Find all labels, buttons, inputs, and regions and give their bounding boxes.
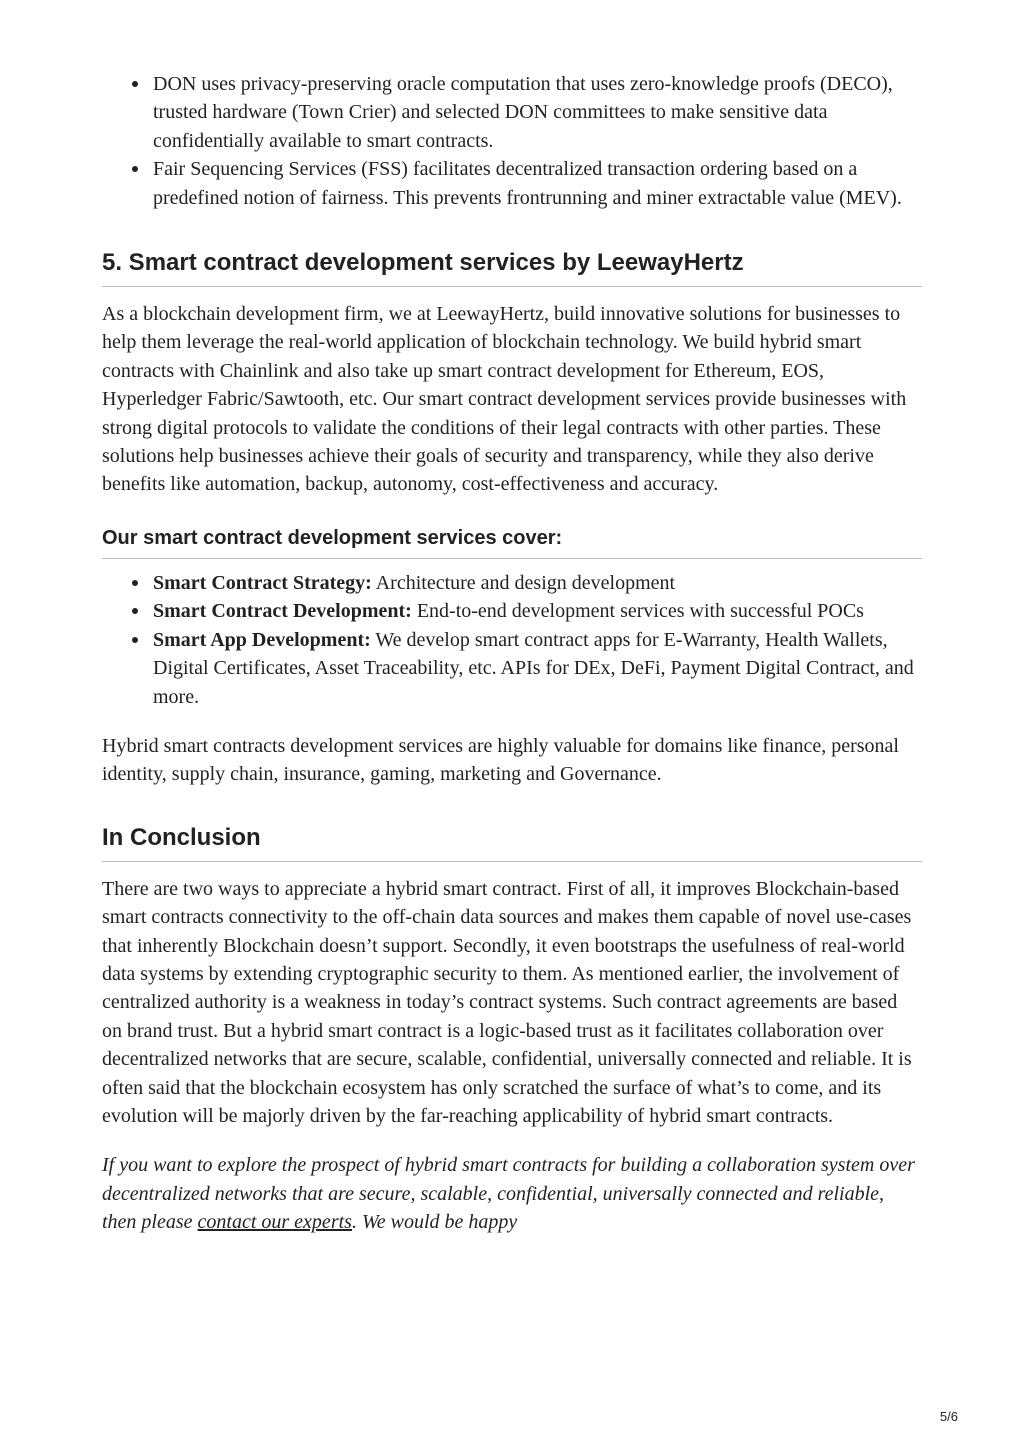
services-list — [102, 569, 922, 711]
bullet-dot-icon — [132, 608, 138, 614]
bullet-dot-icon — [132, 166, 138, 172]
cta-text-after: . We would be happy — [351, 1211, 518, 1234]
service-term: Smart Contract Strategy: — [153, 571, 372, 594]
conclusion-heading: In Conclusion — [102, 823, 922, 862]
call-to-action-paragraph — [102, 1151, 922, 1236]
bullet-dot-icon — [132, 81, 138, 87]
section-5-heading: 5. Smart contract development services by LeewayHertz — [102, 248, 922, 287]
list-item — [153, 626, 922, 711]
service-term: Smart Contract Development: — [153, 600, 412, 623]
list-item — [153, 155, 922, 212]
top-bullet-list — [102, 70, 922, 212]
bullet-text: DON uses privacy-preserving oracle computation that uses zero-knowledge proofs (DECO), trusted hardware (Town Crier) and selected DON committees to make sensitive data confidentially available to smart contracts. — [153, 73, 893, 152]
cta-text-before: If you want to explore the prospect of hybrid smart contracts for building a collaboration system over decentralized networks that are secure, scalable, confidential, universally connected and reliable, then please — [102, 1154, 915, 1234]
service-description: End-to-end development services with successful POCs — [411, 600, 864, 623]
list-item — [153, 597, 922, 625]
bullet-text: Fair Sequencing Services (FSS) facilitates decentralized transaction ordering based on a predefined notion of fairness. This prevents frontrunning and miner extractable value (MEV). — [153, 158, 902, 209]
services-heading: Our smart contract development services cover: — [102, 525, 922, 559]
conclusion-paragraph: There are two ways to appreciate a hybrid smart contract. First of all, it improves Blockchain-based smart contracts connectivity to the off-chain data sources and makes them capable of novel use-cases that inherently Blockchain doesn’t support. Secondly, it even bootstraps the usefulness of real-world data systems by extending cryptographic security to them. As mentioned earlier, the involvement of centralized authority is a weakness in today’s contract systems. Such contract agreements are based on brand trust. But a hybrid smart contract is a logic-based trust as it facilitates collaboration over decentralized networks that are secure, scalable, confidential, universally connected and reliable. It is often said that the blockchain ecosystem has only scratched the surface of what’s to come, and its evolution will be majorly driven by the far-reaching applicability of hybrid smart contracts. — [102, 877, 912, 1127]
service-description: We develop smart contract apps for E-Warranty, Health Wallets, Digital Certificates, Asset Traceability, etc. APIs for DEx, DeFi, Payment Digital Contract, and more. — [153, 628, 914, 708]
service-description: Architecture and design development — [371, 571, 676, 594]
list-item — [153, 569, 922, 597]
bullet-dot-icon — [132, 580, 138, 586]
bullet-dot-icon — [132, 637, 138, 643]
document-page — [102, 70, 922, 1237]
section-5-paragraph: As a blockchain development firm, we at LeewayHertz, build innovative solutions for businesses to help them leverage the real-world application of blockchain technology. We build hybrid smart contracts with Chainlink and also take up smart contract development for Ethereum, EOS, Hyperledger Fabric/Sawtooth, etc. Our smart contract development services provide businesses with strong digital protocols to validate the conditions of their legal contracts with other parties. These solutions help businesses achieve their goals of security and transparency, while they also derive benefits like automation, backup, autonomy, cost-effectiveness and accuracy. — [102, 303, 907, 496]
list-item — [153, 70, 922, 155]
service-term: Smart App Development: — [153, 628, 371, 651]
services-closing-paragraph: Hybrid smart contracts development services are highly valuable for domains like finance, personal identity, supply chain, insurance, gaming, marketing and Governance. — [102, 734, 899, 786]
contact-experts-link[interactable]: contact our experts — [197, 1211, 352, 1234]
page-number: 5/6 — [939, 1409, 958, 1424]
